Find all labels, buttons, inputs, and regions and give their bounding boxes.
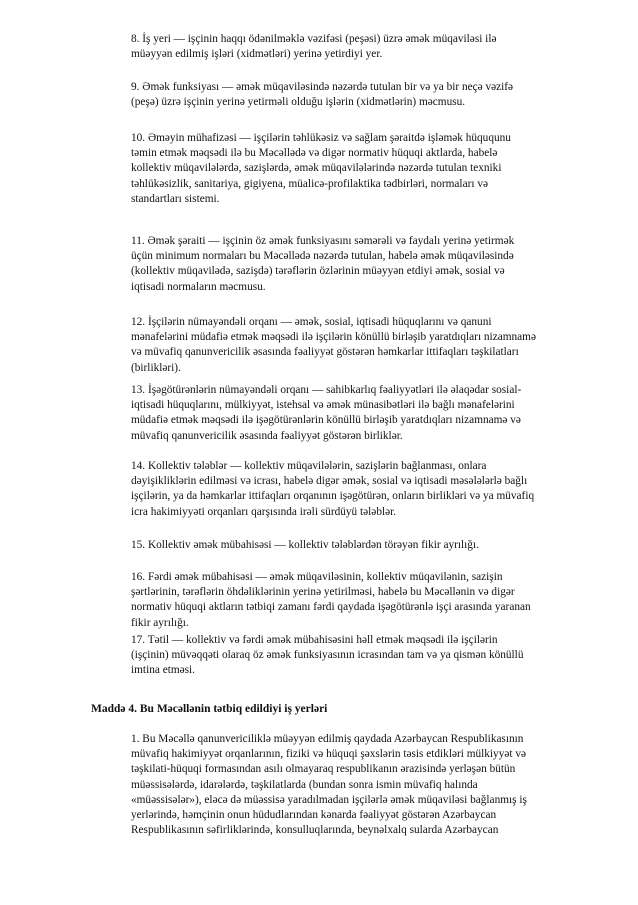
definition-paragraph-10: [131, 131, 601, 207]
text-line: üçün minimum normaları bu Məcəllədə nəzərdə tutulan, habelə əmək müqaviləsində: [131, 250, 514, 263]
text-line: və müvafiq qanunvericilik əsasında fəaliyyət göstərən həmkarlar ittifaqları təşkilatları: [131, 346, 519, 359]
text-line: 15. Kollektiv əmək mübahisəsi — kollektiv tələblərdən törəyən fikir ayrılığı.: [131, 539, 479, 551]
text-line: (işçinin) müvəqqəti olaraq öz əmək funksiyasının icrasından tam və ya qismən könüllü: [131, 649, 524, 662]
text-line: təşkilati-hüquqi formasından asılı olmayaraq respublikanın ərazisində yerləşən bütün: [131, 763, 516, 776]
definition-paragraph-11: [131, 234, 601, 295]
text-line: müvafiq qanunvericilik əsasında fəaliyyət göstərən birliklər.: [131, 429, 403, 442]
text-line: 17. Tətil — kollektiv və fərdi əmək mübahisəsini həll etmək məqsədi ilə işçilərin: [131, 634, 498, 646]
text-line: 8. İş yeri — işçinin haqqı ödənilməklə vəzifəsi (peşəsi) üzrə əmək müqaviləsi ilə: [131, 33, 497, 45]
definition-paragraph-15: [131, 538, 601, 553]
text-line: işçilərin, ya da həmkarlar ittifaqları orqanının işəgötürən, onların birlikləri və ya müvafiq: [131, 490, 535, 503]
definition-paragraph-8: [131, 32, 601, 62]
text-line: 16. Fərdi əmək mübahisəsi — əmək müqaviləsinin, kollektiv müqavilənin, sazişin: [131, 571, 503, 583]
text-line: şərtlərinin, tərəflərin öhdəliklərinin yerinə yetirilməsi, habelə bu Məcəllənin və digər: [131, 586, 515, 599]
text-line: yerlərində, həmçinin onun hüdudlarından kənarda fəaliyyət göstərən Azərbaycan: [131, 809, 497, 822]
text-line: müdafiə etmək məqsədi ilə işəgötürənlərin könüllü birləşib yaratdıqları nizamnamə və: [131, 414, 521, 427]
text-line: standartları sistemi.: [131, 192, 220, 205]
text-line: iqtisadi hüquqlarını, mülkiyyət, istehsal və əmək münasibətləri ilə bağlı mənafelərini: [131, 399, 515, 412]
text-line: 13. İşəgötürənlərin nümayəndəli orqanı — sahibkarlıq fəaliyyətləri ilə əlaqədar sosial-: [131, 384, 522, 396]
text-line: 1. Bu Məcəllə qanunvericiliklə müəyyən edilmiş qaydada Azərbaycan Respublikasının: [131, 733, 524, 745]
text-line: (birlikləri).: [131, 361, 181, 374]
text-line: (kollektiv müqavilədə, sazişdə) tərəflərin özlərinin müəyyən etdiyi əmək, sosial və: [131, 265, 505, 278]
text-line: dəyişikliklərin edilməsi və icrası, habelə digər əmək, sosial və iqtisadi məsələlərlə bağlı: [131, 475, 528, 488]
text-line: icra hakimiyyəti orqanları qarşısında irəli sürdüyü tələblər.: [131, 505, 397, 518]
definition-paragraph-12: [131, 315, 601, 376]
text-line: 12. İşçilərin nümayəndəli orqanı — əmək, sosial, iqtisadi hüquqlarını və qanuni: [131, 316, 492, 328]
text-line: təhlükəsizlik, sanitariya, gigiyena, müalicə-profilaktika tədbirləri, normaları və: [131, 177, 488, 190]
text-line: müvafiq hakimiyyət orqanlarının, fiziki və hüquqi şəxslərin təsis etdikləri mülkiyyət və: [131, 748, 526, 761]
text-line: imtina etməsi.: [131, 664, 196, 677]
text-line: müəyyən edilmiş işləri (xidmətləri) yerinə yetirdiyi yer.: [131, 48, 383, 61]
text-line: təmin etmək məqsədi ilə bu Məcəllədə və digər normativ hüquqi aktlarda, habelə: [131, 147, 498, 160]
text-line: 10. Əməyin mühafizəsi — işçilərin təhlükəsiz və sağlam şəraitdə işləmək hüququnu: [131, 132, 511, 144]
definition-paragraph-16: [131, 570, 601, 631]
text-line: Respublikasının səfirliklərində, konsulluqlarında, beynəlxalq sularda Azərbaycan: [131, 824, 499, 837]
definition-paragraph-13: [131, 383, 601, 444]
text-line: kollektiv müqavilələrdə, sazişlərdə, əmək müqavilələrində nəzərdə tutulan texniki: [131, 162, 502, 175]
text-line: 11. Əmək şəraiti — işçinin öz əmək funksiyasını səmərəli və faydalı yerinə yetirmək: [131, 235, 515, 247]
article-heading: Maddə 4. Bu Məcəllənin tətbiq edildiyi iş yerləri: [91, 703, 328, 715]
definition-paragraph-17: [131, 633, 601, 679]
definition-paragraph-14: [131, 459, 601, 520]
text-line: müəssisələrdə, idarələrdə, təşkilatlarda (bundan sonra ismin müvafiq halında: [131, 778, 478, 791]
text-line: 14. Kollektiv tələblər — kollektiv müqavilələrin, sazişlərin bağlanması, onlara: [131, 460, 487, 472]
text-line: normativ hüquqi aktların tətbiqi zamanı fərdi qaydada işəgötürənlə işçi arasında yaranan: [131, 601, 531, 614]
text-line: mənafelərini müdafiə etmək məqsədi ilə işçilərin könüllü birləşib yaratdıqları nizamnamə: [131, 331, 536, 344]
text-line: iqtisadi normaların məcmusu.: [131, 280, 266, 293]
definition-paragraph-9: [131, 80, 601, 110]
text-line: «müəssisələr»), eləcə də müəssisə yaradılmadan işçilərlə əmək müqaviləsi bağlanmış iş: [131, 793, 527, 806]
text-line: 9. Əmək funksiyası — əmək müqaviləsində nəzərdə tutulan bir və ya bir neçə vəzifə: [131, 81, 514, 93]
text-line: (peşə) üzrə işçinin yerinə yetirməli olduğu işlərin (xidmətlərin) məcmusu.: [131, 96, 466, 109]
text-line: fikir ayrılığı.: [131, 616, 189, 629]
article-paragraph-1: [131, 732, 601, 838]
